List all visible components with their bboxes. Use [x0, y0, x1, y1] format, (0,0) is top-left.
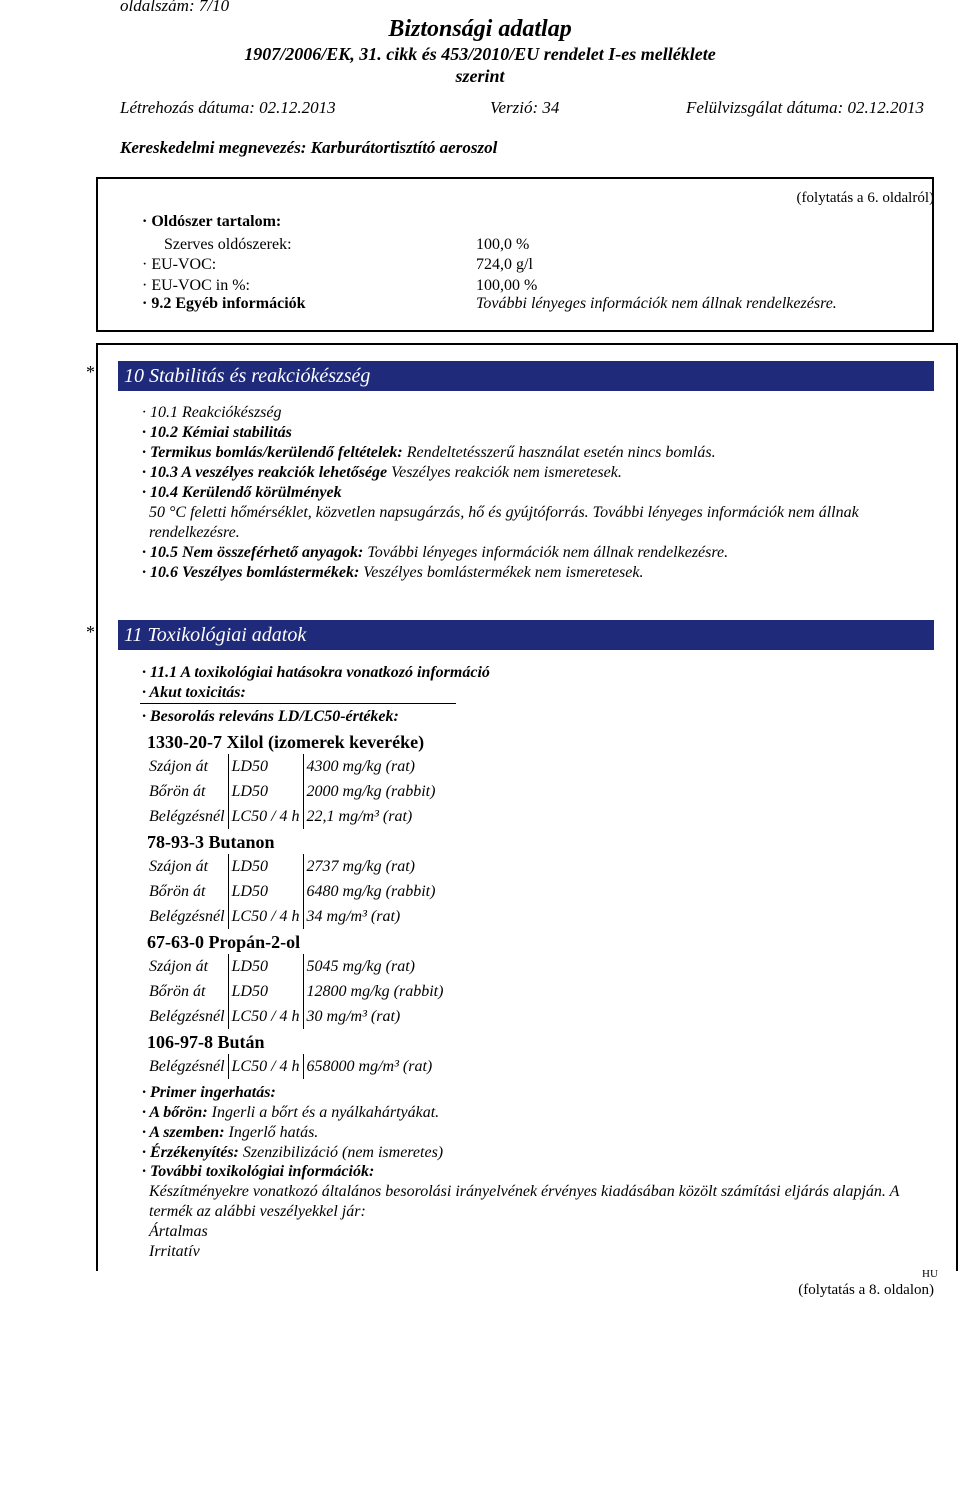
- language-code: HU: [922, 1268, 938, 1280]
- exposure-route: Belégzésnél: [149, 1057, 225, 1075]
- s11-primary-irritation: · Primer ingerhatás:: [142, 1084, 276, 1101]
- eu-voc-label: · EU-VOC:: [142, 256, 217, 273]
- s10-hazardous-reactions: · 10.3 A veszélyes reakciók lehetősége Veszélyes reakciók nem ismeretesek.: [142, 464, 622, 481]
- exposure-route: Belégzésnél: [149, 907, 225, 925]
- toxicity-value: 5045 mg/kg (rat): [303, 954, 446, 979]
- toxicity-row: [146, 1004, 446, 1029]
- s11-acute-toxicity: · Akut toxicitás:: [142, 684, 246, 701]
- toxicity-row: [146, 954, 446, 979]
- s10-thermal-decomposition: · Termikus bomlás/kerülendő feltételek: Rendeltetésszerű használat esetén nincs bomlás.: [142, 444, 716, 461]
- toxicity-table: [146, 729, 446, 1079]
- regulation-line: 1907/2006/EK, 31. cikk és 453/2010/EU rendelet I-es melléklete: [244, 44, 716, 64]
- substance-name: 67-63-0 Propán-2-ol: [147, 931, 301, 952]
- toxicity-value: 4300 mg/kg (rat): [303, 754, 446, 779]
- toxicity-value: 6480 mg/kg (rabbit): [303, 879, 446, 904]
- eu-voc-value: 724,0 g/l: [476, 256, 533, 273]
- substance-name: 106-97-8 Bután: [147, 1031, 265, 1052]
- exposure-route: Szájon át: [149, 757, 209, 775]
- s11-hazard-harmful: Ártalmas: [149, 1223, 208, 1240]
- toxicity-value: 34 mg/m³ (rat): [303, 904, 446, 929]
- toxicity-row: [146, 979, 446, 1004]
- section-10-heading: 10 Stabilitás és reakciókészség: [118, 361, 934, 391]
- toxicity-value: 658000 mg/m³ (rat): [303, 1054, 446, 1079]
- exposure-route: Szájon át: [149, 857, 209, 875]
- toxicity-row: [146, 754, 446, 779]
- substance-name: 78-93-3 Butanon: [147, 831, 275, 852]
- divider: [146, 703, 456, 704]
- s10-conditions-text: 50 °C feletti hőmérséklet, közvetlen napsugárzás, hő és gyújtóforrás. További lényeges információk nem állnak rendelkezésre.: [149, 504, 859, 541]
- toxicity-row: [146, 854, 446, 879]
- toxicity-endpoint: LD50: [228, 854, 303, 879]
- s10-conditions-to-avoid: · 10.4 Kerülendő körülmények: [142, 484, 342, 501]
- s10-chemical-stability: · 10.2 Kémiai stabilitás: [142, 424, 292, 441]
- s10-incompatible-materials: · 10.5 Nem összeférhető anyagok: További lényeges információk nem állnak rendelkezésre.: [142, 544, 729, 561]
- revised-date: Felülvizsgálat dátuma: 02.12.2013: [686, 98, 924, 117]
- s11-on-skin: · A bőrön: Ingerli a bőrt és a nyálkahártyákat.: [142, 1104, 440, 1121]
- exposure-route: Bőrön át: [149, 982, 206, 1000]
- s11-toxicological-info: · 11.1 A toxikológiai hatásokra vonatkozó információ: [142, 664, 490, 681]
- substance-row: [146, 929, 446, 954]
- trade-name: Kereskedelmi megnevezés: Karburátortisztító aeroszol: [120, 138, 498, 157]
- toxicity-endpoint: LD50: [228, 879, 303, 904]
- organic-solvents-value: 100,0 %: [476, 236, 530, 253]
- exposure-route: Belégzésnél: [149, 807, 225, 825]
- created-date: Létrehozás dátuma: 02.12.2013: [120, 98, 336, 117]
- toxicity-endpoint: LD50: [228, 979, 303, 1004]
- substance-row: [146, 1029, 446, 1054]
- revision-star: *: [86, 622, 95, 642]
- eu-voc-percent-label: · EU-VOC in %:: [142, 277, 250, 294]
- toxicity-endpoint: LC50 / 4 h: [228, 1004, 303, 1029]
- continued-to: (folytatás a 8. oldalon): [798, 1282, 934, 1298]
- s10-decomposition-products: · 10.6 Veszélyes bomlástermékek: Veszélyes bomlástermékek nem ismeretesek.: [142, 564, 644, 581]
- document-title: Biztonsági adatlap: [388, 16, 572, 42]
- page-number: oldalszám: 7/10: [120, 0, 230, 15]
- other-info-value: További lényeges információk nem állnak rendelkezésre.: [476, 295, 837, 312]
- toxicity-row: [146, 879, 446, 904]
- exposure-route: Belégzésnél: [149, 1007, 225, 1025]
- section-11-heading: 11 Toxikológiai adatok: [118, 620, 934, 650]
- regulation-according: szerint: [455, 66, 505, 86]
- exposure-route: Szájon át: [149, 957, 209, 975]
- toxicity-value: 2737 mg/kg (rat): [303, 854, 446, 879]
- continued-from: (folytatás a 6. oldalról): [796, 190, 934, 206]
- s11-classification-values: · Besorolás releváns LD/LC50-értékek:: [142, 708, 399, 725]
- version: Verzió: 34: [490, 98, 560, 117]
- s11-on-eye: · A szemben: Ingerlő hatás.: [142, 1124, 319, 1141]
- s11-hazard-irritant: Irritatív: [149, 1243, 200, 1260]
- s11-further-info-text: Készítményekre vonatkozó általános besorolási irányelvének érvényes kiadásában közölt számítási eljárás alapján. A termék az alábbi veszélyekkel jár:: [149, 1183, 900, 1220]
- exposure-route: Bőrön át: [149, 782, 206, 800]
- toxicity-row: [146, 1054, 446, 1079]
- toxicity-row: [146, 779, 446, 804]
- solvent-content-label: · Oldószer tartalom:: [142, 213, 282, 230]
- toxicity-value: 22,1 mg/m³ (rat): [303, 804, 446, 829]
- substance-row: [146, 729, 446, 754]
- substance-name: 1330-20-7 Xilol (izomerek keveréke): [147, 731, 425, 752]
- toxicity-endpoint: LD50: [228, 754, 303, 779]
- toxicity-value: 2000 mg/kg (rabbit): [303, 779, 446, 804]
- toxicity-row: [146, 904, 446, 929]
- s10-reactivity: · 10.1 Reakciókészség: [142, 404, 282, 421]
- toxicity-endpoint: LD50: [228, 779, 303, 804]
- organic-solvents-label: Szerves oldószerek:: [164, 236, 292, 253]
- toxicity-value: 12800 mg/kg (rabbit): [303, 979, 446, 1004]
- s11-sensitization: · Érzékenyítés: Szenzibilizáció (nem ismeretes): [142, 1144, 444, 1161]
- other-info-label: · 9.2 Egyéb információk: [142, 295, 306, 312]
- substance-row: [146, 829, 446, 854]
- toxicity-value: 30 mg/m³ (rat): [303, 1004, 446, 1029]
- revision-star: *: [86, 362, 95, 382]
- toxicity-endpoint: LC50 / 4 h: [228, 804, 303, 829]
- toxicity-row: [146, 804, 446, 829]
- toxicity-endpoint: LC50 / 4 h: [228, 1054, 303, 1079]
- s11-further-info-label: · További toxikológiai információk:: [142, 1163, 375, 1180]
- eu-voc-percent-value: 100,00 %: [476, 277, 538, 294]
- toxicity-endpoint: LD50: [228, 954, 303, 979]
- exposure-route: Bőrön át: [149, 882, 206, 900]
- toxicity-endpoint: LC50 / 4 h: [228, 904, 303, 929]
